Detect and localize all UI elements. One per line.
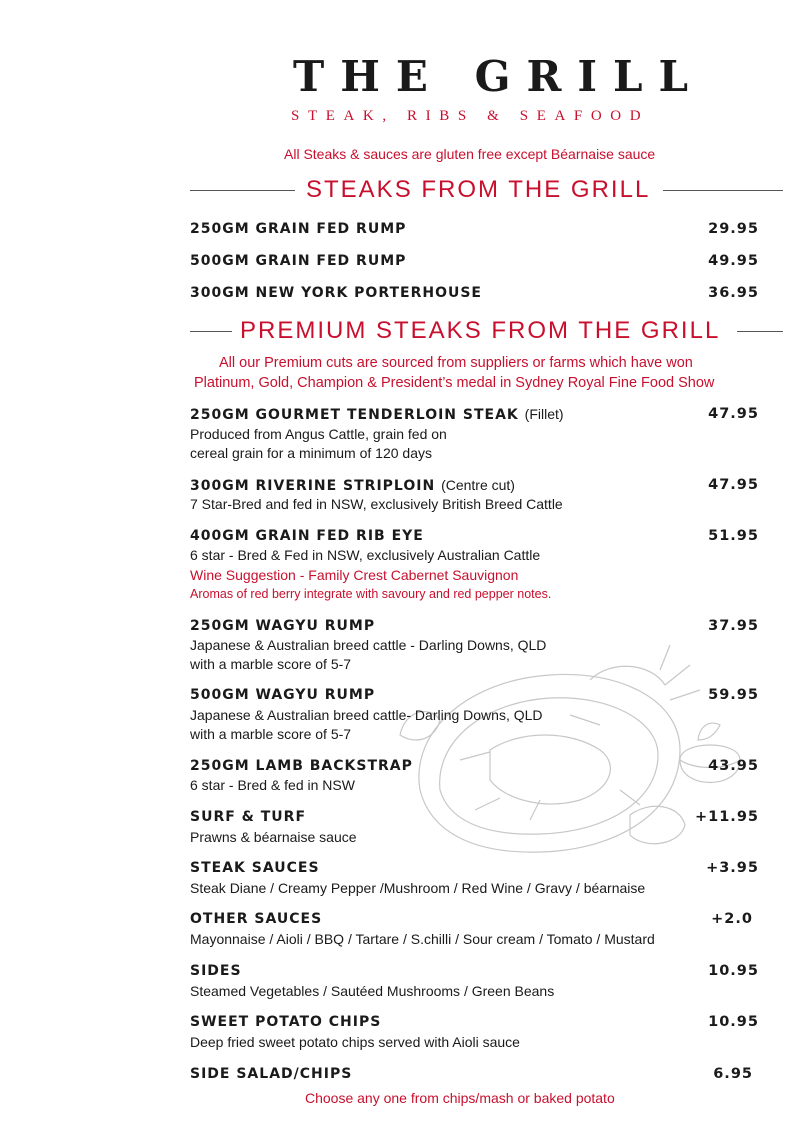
menu-item-desc: Japanese & Australian breed cattle- Darling Downs, QLD: [190, 707, 543, 723]
menu-item-name: 250GM LAMB BACKSTRAP: [190, 758, 413, 774]
menu-item-name: 500GM GRAIN FED RUMP: [190, 253, 407, 269]
menu-item-price: 29.95: [708, 221, 759, 237]
section-title-steaks: STEAKS FROM THE GRILL: [306, 176, 651, 203]
menu-item-cut: (Centre cut): [441, 477, 515, 493]
premium-note-line1: All our Premium cuts are sourced from suppliers or farms which have won: [219, 355, 693, 371]
menu-item-title: 300GM RIVERINE STRIPLOIN: [190, 478, 436, 494]
wine-suggestion: Wine Suggestion - Family Crest Cabernet Sauvignon: [190, 567, 519, 583]
menu-item-desc: Mayonnaise / Aioli / BBQ / Tartare / S.chilli / Sour cream / Tomato / Mustard: [190, 931, 655, 947]
heading-rule-left: [190, 331, 232, 332]
menu-item-name: SURF & TURF: [190, 809, 307, 825]
menu-item-price: 37.95: [708, 618, 759, 634]
heading-rule-left: [190, 190, 295, 191]
menu-item-desc: Steamed Vegetables / Sautéed Mushrooms / Green Beans: [190, 983, 555, 999]
menu-item-name: 250GM WAGYU RUMP: [190, 618, 376, 634]
menu-item-desc: cereal grain for a minimum of 120 days: [190, 445, 432, 461]
menu-item-name: 500GM WAGYU RUMP: [190, 687, 376, 703]
wine-tasting-note: Aromas of red berry integrate with savoury and red pepper notes.: [190, 587, 552, 601]
menu-item-price: 10.95: [708, 1014, 759, 1030]
section-heading-steaks: [0, 176, 793, 206]
menu-item-price: 49.95: [708, 253, 759, 269]
menu-item-cut: (Fillet): [524, 406, 564, 422]
section-title-premium: PREMIUM STEAKS FROM THE GRILL: [240, 317, 721, 344]
heading-rule-right: [663, 190, 783, 191]
menu-item-name: STEAK SAUCES: [190, 860, 320, 876]
menu-item-desc: Prawns & béarnaise sauce: [190, 829, 357, 845]
menu-item-price: 47.95: [708, 406, 759, 422]
menu-item-name: 250GM GRAIN FED RUMP: [190, 221, 407, 237]
menu-item-desc: 6 star - Bred & fed in NSW: [190, 777, 355, 793]
menu-item-name: 400GM GRAIN FED RIB EYE: [190, 528, 424, 544]
menu-item-desc: Japanese & Australian breed cattle - Darling Downs, QLD: [190, 637, 547, 653]
menu-title: THE GRILL: [293, 52, 705, 101]
gluten-note: All Steaks & sauces are gluten free except Béarnaise sauce: [284, 146, 656, 162]
menu-item-price: +11.95: [694, 809, 759, 825]
menu-item-desc: Choose any one from chips/mash or baked potato: [305, 1090, 615, 1106]
menu-item-price: 59.95: [708, 687, 759, 703]
menu-item-desc: 7 Star-Bred and fed in NSW, exclusively British Breed Cattle: [190, 496, 563, 512]
menu-item-price: 10.95: [708, 963, 759, 979]
heading-rule-right: [737, 331, 783, 332]
menu-item-desc: 6 star - Bred & Fed in NSW, exclusively Australian Cattle: [190, 547, 541, 563]
menu-item-title: 250GM GOURMET TENDERLOIN STEAK: [190, 407, 519, 423]
menu-item-desc: Steak Diane / Creamy Pepper /Mushroom / Red Wine / Gravy / béarnaise: [190, 880, 646, 896]
menu-item-price: 43.95: [708, 758, 759, 774]
menu-item-desc: Deep fried sweet potato chips served with Aioli sauce: [190, 1034, 520, 1050]
menu-item-name: [190, 406, 564, 423]
menu-item-name: SWEET POTATO CHIPS: [190, 1014, 382, 1030]
menu-item-price: 36.95: [708, 285, 759, 301]
menu-item-name: SIDES: [190, 963, 242, 979]
steak-sketch-icon: [380, 640, 750, 880]
menu-item-name: OTHER SAUCES: [190, 911, 323, 927]
menu-item-price: +3.95: [706, 860, 759, 876]
menu-subtitle: STEAK, RIBS & SEAFOOD: [291, 108, 650, 124]
menu-item-desc: Produced from Angus Cattle, grain fed on: [190, 426, 447, 442]
menu-item-name: 300GM NEW YORK PORTERHOUSE: [190, 285, 482, 301]
menu-item-price: 47.95: [708, 477, 759, 493]
menu-item-desc: with a marble score of 5-7: [190, 656, 352, 672]
menu-item-price: 51.95: [708, 528, 759, 544]
premium-note-line2: Platinum, Gold, Champion & President’s medal in Sydney Royal Fine Food Show: [194, 375, 715, 391]
menu-item-price: +2.0: [711, 911, 753, 927]
menu-item-name: [190, 477, 515, 494]
menu-item-price: 6.95: [713, 1066, 753, 1082]
section-heading-premium: [0, 317, 793, 347]
menu-item-name: SIDE SALAD/CHIPS: [190, 1066, 353, 1082]
menu-item-desc: with a marble score of 5-7: [190, 726, 352, 742]
